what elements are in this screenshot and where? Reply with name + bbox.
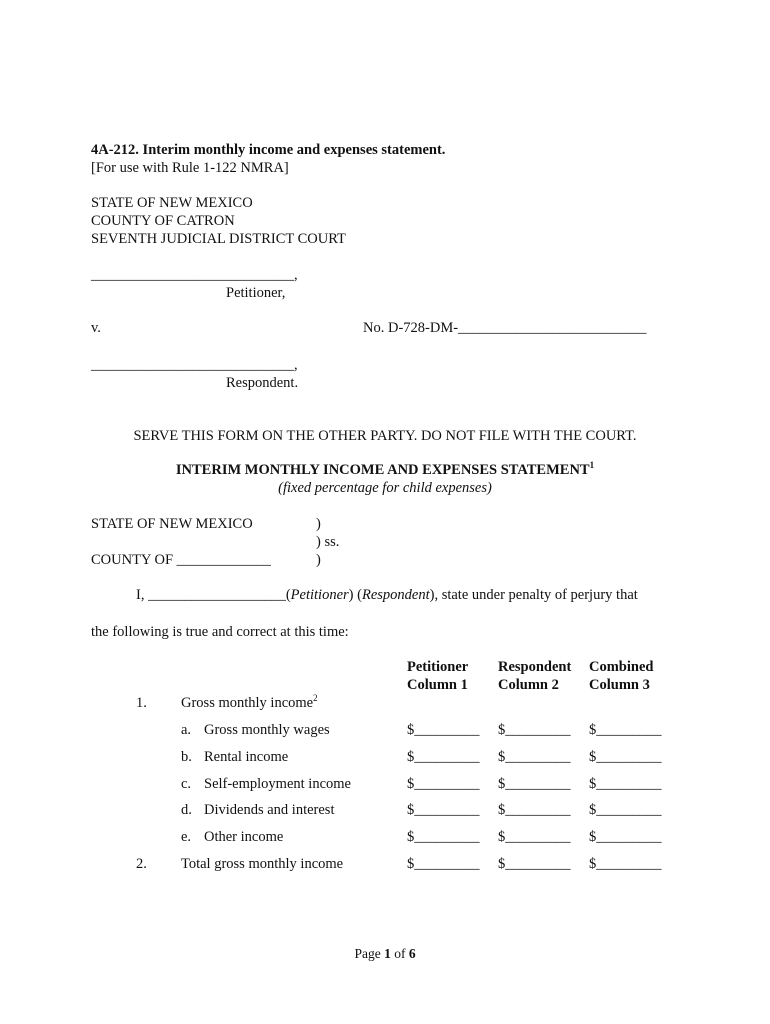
column-header-line2: Column 2 [498, 677, 559, 693]
amount-field-petitioner[interactable]: $_________ [407, 829, 480, 845]
venue-paren-1: ) [316, 516, 321, 532]
item-label: Rental income [204, 749, 289, 765]
item-letter: b. [181, 749, 192, 765]
income-row-wages [181, 721, 330, 739]
statement-heading-text: INTERIM MONTHLY INCOME AND EXPENSES STATEMENT [175, 462, 590, 478]
venue-county-field[interactable]: COUNTY OF _____________ [91, 552, 271, 568]
amount-field-respondent[interactable]: $_________ [498, 829, 571, 845]
footnote-2-marker: 2 [313, 693, 318, 704]
income-row-dividends [181, 801, 334, 819]
form-title: 4A-212. Interim monthly income and expenses statement. [91, 142, 446, 158]
total-field-combined[interactable]: $_________ [589, 856, 662, 872]
respondent-name-line[interactable]: ____________________________, [91, 357, 298, 373]
column-header-line1: Petitioner [407, 659, 469, 675]
rule-note: [For use with Rule 1-122 NMRA] [91, 160, 289, 176]
amount-field-combined[interactable]: $_________ [589, 829, 662, 845]
oath-line-1 [136, 586, 638, 604]
court-state: STATE OF NEW MEXICO [91, 195, 253, 211]
respondent-label: Respondent. [226, 375, 299, 391]
venue-state: STATE OF NEW MEXICO [91, 516, 253, 532]
oath-line-2: the following is true and correct at this time: [91, 624, 349, 640]
page-total: 6 [408, 946, 416, 961]
column-header-respondent [498, 658, 571, 694]
statement-heading [0, 461, 770, 479]
column-header-line1: Respondent [498, 659, 572, 675]
page-number: 1 [384, 946, 391, 961]
amount-field-petitioner[interactable]: $_________ [407, 722, 480, 738]
total-field-respondent[interactable]: $_________ [498, 856, 571, 872]
versus-label: v. [91, 320, 101, 336]
column-header-line1: Combined [589, 659, 654, 675]
item-label: Self-employment income [204, 776, 351, 792]
amount-field-petitioner[interactable]: $_________ [407, 802, 480, 818]
venue-ss: ) ss. [316, 534, 340, 550]
footnote-1-marker: 1 [589, 460, 595, 471]
court-county: COUNTY OF CATRON [91, 213, 235, 229]
case-number-field[interactable]: No. D-728-DM-__________________________ [363, 320, 647, 336]
column-header-petitioner [407, 658, 468, 694]
item-letter: e. [181, 829, 192, 845]
section-2-label: Total gross monthly income [181, 856, 344, 872]
column-header-line2: Column 1 [407, 677, 468, 693]
income-row-self-employment [181, 775, 351, 793]
income-row-other [181, 828, 283, 846]
item-letter: a. [181, 722, 192, 738]
oath-suffix: ), state under penalty of perjury that [429, 587, 638, 603]
amount-field-respondent[interactable]: $_________ [498, 749, 571, 765]
venue-paren-3: ) [316, 552, 321, 568]
amount-field-respondent[interactable]: $_________ [498, 776, 571, 792]
section-1-label [181, 694, 318, 712]
income-row-rental [181, 748, 288, 766]
page-word: Page [354, 946, 381, 961]
item-label: Dividends and interest [204, 802, 335, 818]
column-header-line2: Column 3 [589, 677, 650, 693]
amount-field-petitioner[interactable]: $_________ [407, 749, 480, 765]
court-district: SEVENTH JUDICIAL DISTRICT COURT [91, 231, 346, 247]
oath-petitioner-option: Petitioner [290, 587, 349, 603]
total-field-petitioner[interactable]: $_________ [407, 856, 480, 872]
statement-subheading: (fixed percentage for child expenses) [278, 480, 492, 496]
amount-field-petitioner[interactable]: $_________ [407, 776, 480, 792]
of-word: of [394, 946, 406, 961]
amount-field-combined[interactable]: $_________ [589, 722, 662, 738]
section-2-number: 2. [136, 856, 147, 872]
item-letter: c. [181, 776, 192, 792]
section-1-label-text: Gross monthly income [181, 695, 314, 711]
amount-field-combined[interactable]: $_________ [589, 749, 662, 765]
service-notice: SERVE THIS FORM ON THE OTHER PARTY. DO NOT FILE WITH THE COURT. [133, 428, 637, 444]
oath-respondent-option: Respondent [361, 587, 430, 603]
petitioner-name-line[interactable]: ____________________________, [91, 267, 298, 283]
oath-name-field[interactable]: I, ___________________( [136, 587, 291, 603]
amount-field-combined[interactable]: $_________ [589, 802, 662, 818]
amount-field-combined[interactable]: $_________ [589, 776, 662, 792]
item-label: Gross monthly wages [204, 722, 330, 738]
column-header-combined [589, 658, 653, 694]
petitioner-label: Petitioner, [226, 285, 286, 301]
page-footer [0, 945, 770, 963]
item-label: Other income [204, 829, 284, 845]
oath-mid: ) ( [348, 587, 362, 603]
section-1-number: 1. [136, 695, 147, 711]
item-letter: d. [181, 802, 192, 818]
amount-field-respondent[interactable]: $_________ [498, 802, 571, 818]
amount-field-respondent[interactable]: $_________ [498, 722, 571, 738]
